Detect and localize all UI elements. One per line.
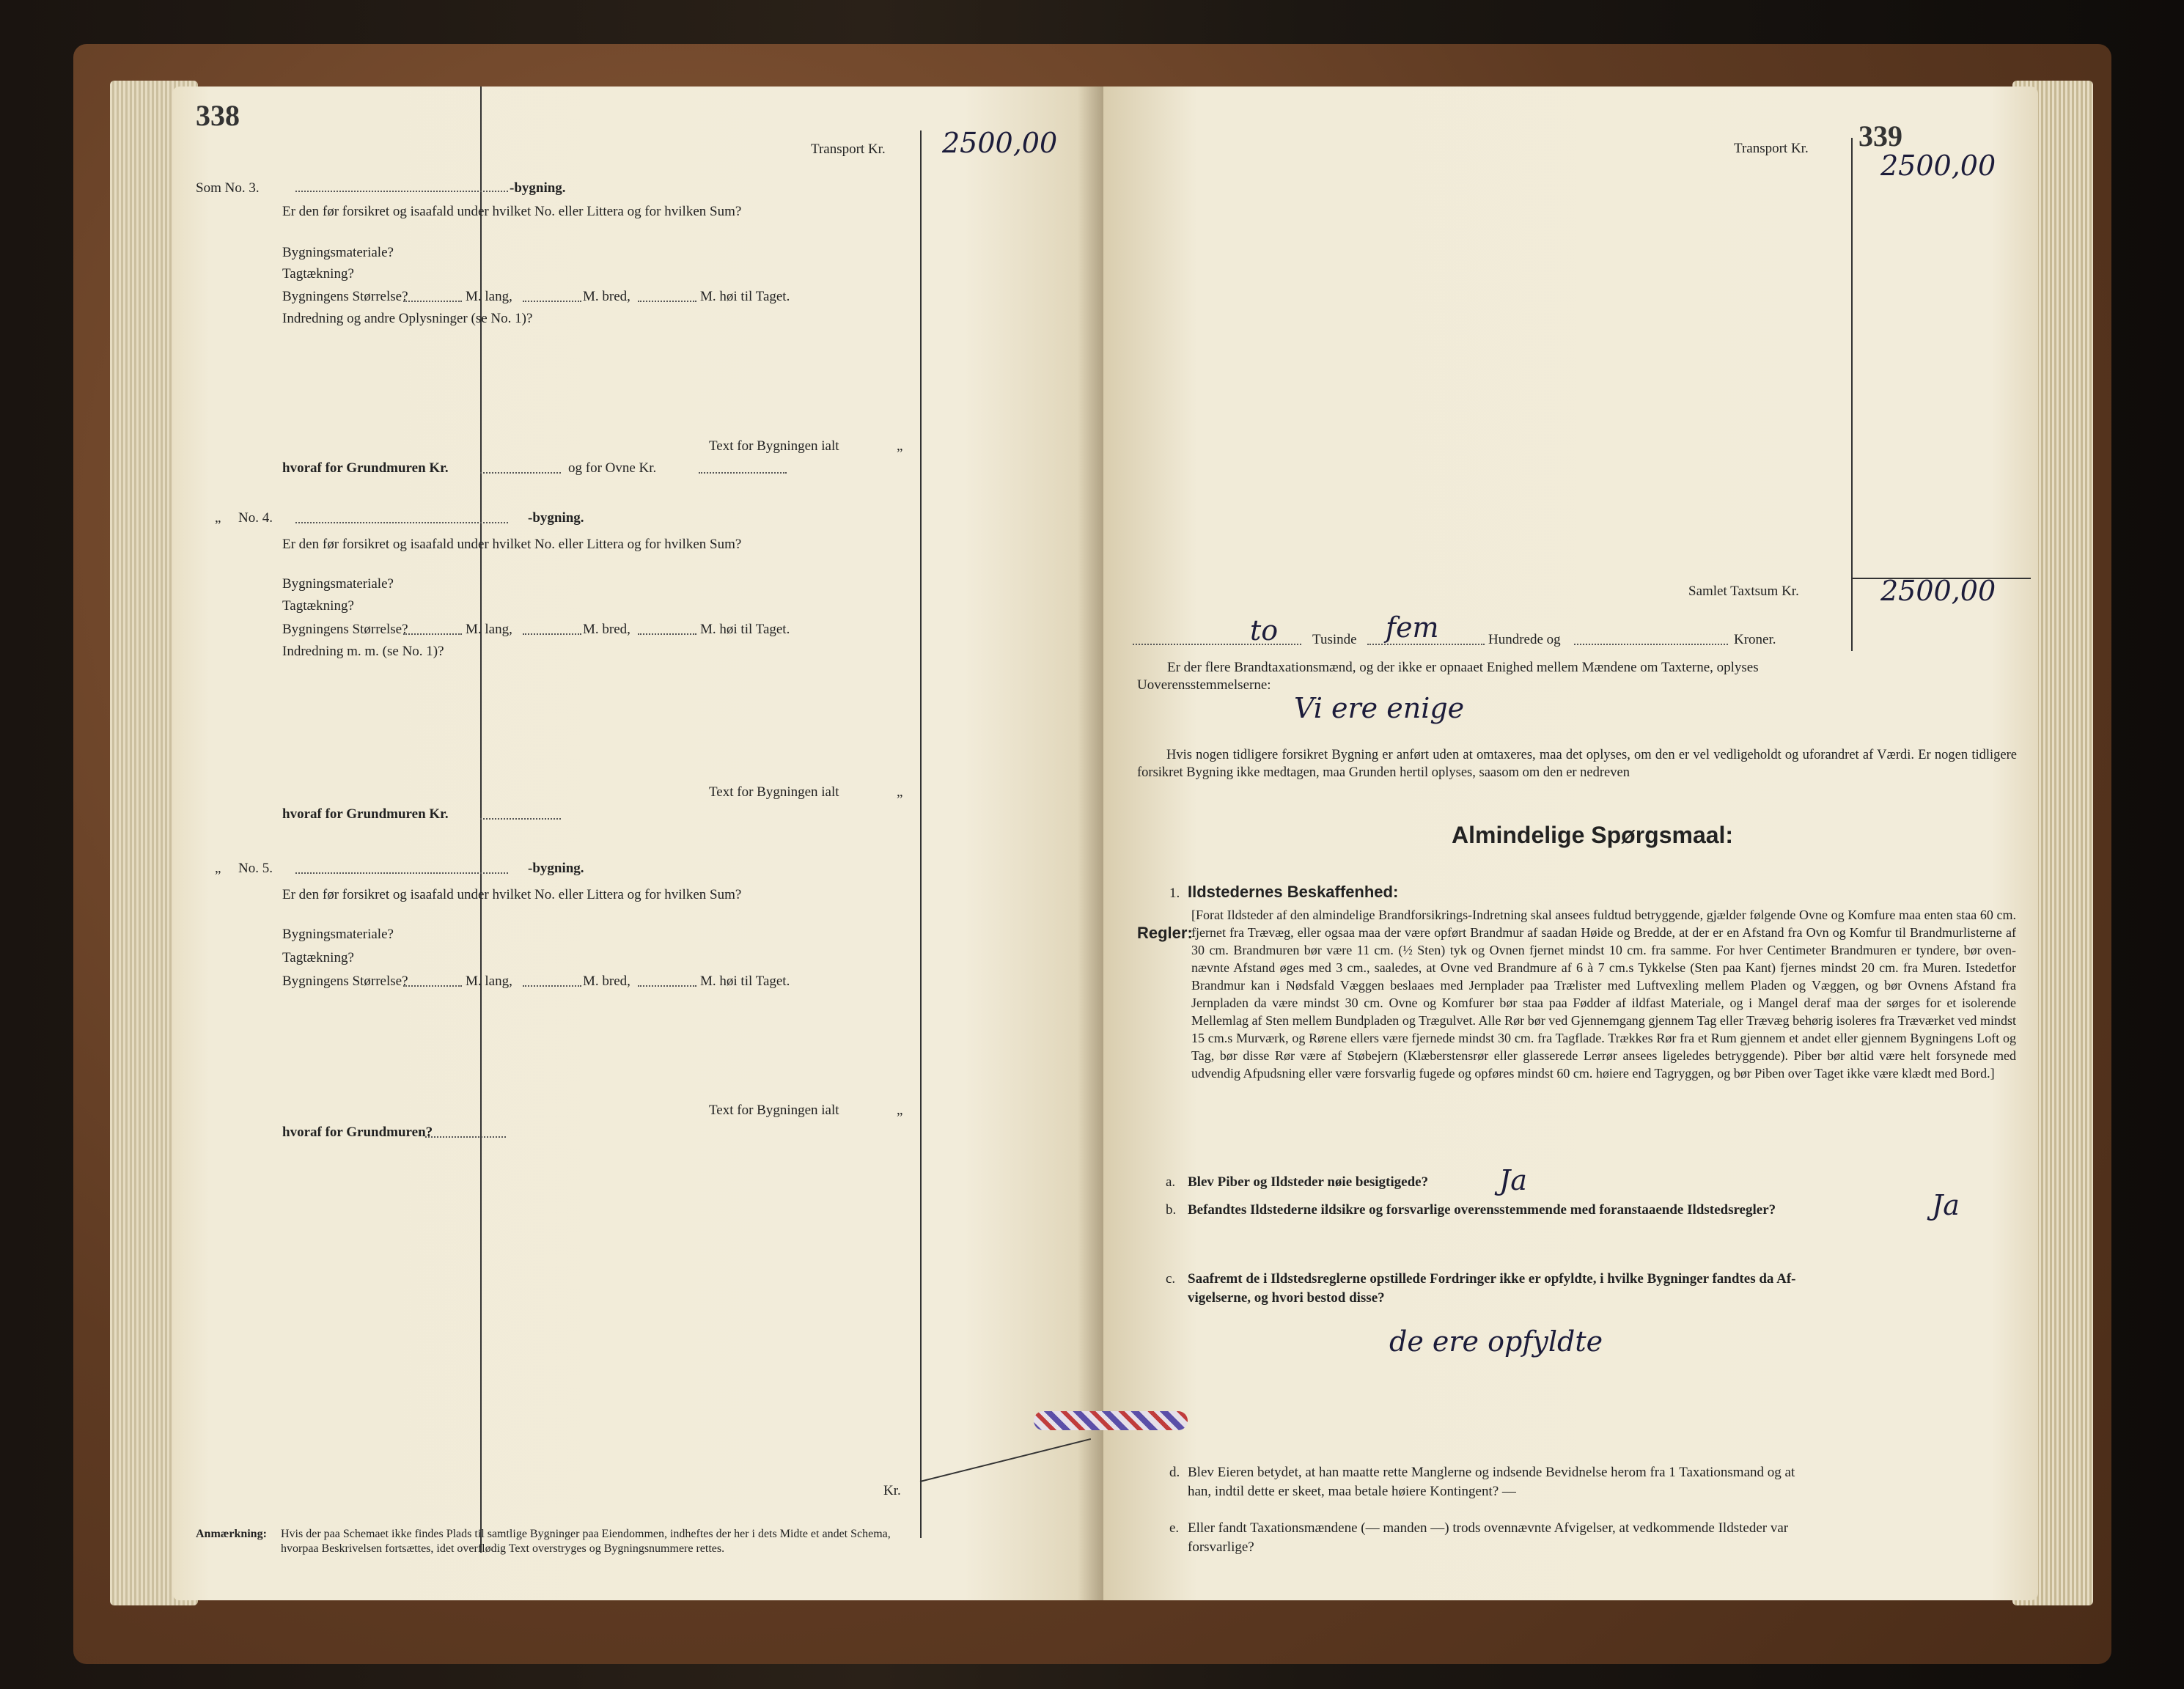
size-question: Bygningens Størrelse? [282,974,408,989]
height-field[interactable] [638,633,696,635]
length-field[interactable] [403,633,462,635]
transport-amount-right: 2500,00 [1880,150,1996,182]
question-d-text-1: Blev Eieren betydet, at han maatte rette Manglerne og indsende Bevidnelse herom fra 1 Taxationsmand og at [1188,1465,1795,1480]
note-line-2: hvorpaa Beskrivelsen fortsættes, idet overflødig Text overstryges og Bygningsnummere rettes. [281,1542,725,1555]
question-a-text: Blev Piber og Ildsteder nøie besigtigede? [1188,1174,1429,1190]
hundreds-field[interactable] [1367,644,1485,645]
interior-question: Indredning og andre Oplysninger (se No. 1)? [282,311,533,326]
roof-question: Tagtækning? [282,266,354,282]
question-e-letter: e. [1169,1520,1180,1536]
question-c-answer: de ere opfyldte [1389,1325,1603,1358]
foundation-label: hvoraf for Grundmuren? [282,1125,433,1140]
width-label: M. bred, [583,289,630,304]
insured-question: Er den før forsikret og isaafald under hvilket No. eller Littera og for hvilken Sum? [282,887,742,902]
question-a-answer: Ja [1499,1164,1527,1196]
hundreds-label: Hundrede og [1488,632,1561,647]
regler-label: Regler: [1137,924,1193,942]
question-d-text-2: han, indtil dette er skeet, maa betale høiere Kontingent? — [1188,1484,1516,1499]
text-total-label: Text for Bygningen ialt [709,438,839,454]
question-e-text-1: Eller fandt Taxationsmændene (— manden —) trods ovennævnte Afvigelser, at vedkommende Ildsteder var [1188,1520,1789,1536]
question-b-letter: b. [1166,1202,1177,1218]
thousands-label: Tusinde [1312,632,1357,647]
question-1-title: Ildstedernes Beskaffenhed: [1188,883,1399,901]
foundation-label: hvoraf for Grundmuren Kr. [282,460,449,476]
ditto-mark: „ [215,861,221,876]
transport-amount-left: 2500,00 [942,127,1058,159]
binding-thread [1034,1411,1188,1430]
ditto-mark: „ [897,1103,903,1118]
page-number-right: 339 [1858,119,1902,152]
section-label: No. 5. [238,861,273,876]
insured-question: Er den før forsikret og isaafald under hvilket No. eller Littera og for hvilken Sum? [282,537,742,552]
building-suffix: -bygning. [528,861,584,876]
fire-rules-paragraph: [Forat Ildsteder af den almindelige Brandforsikrings-Indretning skal ansees fuldtud betryggende, gjælder følgende Ovne og Komfure maa enten staa 60 cm. fjernet fra Trævæg, eller ogsaa maa der være opført Brandmur af saadan Høide og Bredde, at der er en Afstand fra Ovn og Komfur til Brandmurlisterne af 30 cm. Brandmuren bør være 11 cm. (½ Sten) tyk og Ovnen fjernet mindst 10 cm. fra samme. For hver Centimeter Brandmuren er tyndere, bør oven-nævnte Afstand øges med 3 cm., saaledes, at Ovne ved Brandmure af 6 à 7 cm.s Tykkelse (Sten paa Kant) fjernes mindst 20 cm. fra Muren. Istedetfor Brandmur kan i Nødsfald Væggen beslaaes med Jernplader paa Trælister med Luftvexling mellem Pladen og Væggen, og bør Ovnens Afstand fra Jernpladen da være mindst 30 cm. Ovne og Komfurer bør staa paa Fødder af ildfast Materiale, og i Mangel deraf maa der sørges for et isolerende Mellemlag af Sten mellem Bundpladen og Trægulvet. Alle Rør bør ved Gjennemgang gjennem Tag eller Trævæg behørig isoleres fra Træværket ved mindst 15 cm.s Murværk, og Rørene ellers være fjernede mindst 30 cm. fra Tagflade. Trækkes Rør fra et Rum gjennem et andet eller gjennem Bygningens Loft og Tag, bør disse Rør være af Støbejern (Klæberstensrør eller glasserede Lerrør ansees ligeledes betryggende). Piber bør altid være helt forsynede med udvendig Afpudsning eller være forsvarlig fugede og opføres mindst 60 cm. høiere end Tagryggen, og bør Piben over Taget ikke være klædt med Bord.] [1191,908,2016,1081]
ditto-mark: „ [215,510,221,526]
note-line-1: Hvis der paa Schemaet ikke findes Plads til samtlige Bygninger paa Eiendommen, indheftes der her i dets Midte et andet Schema, [281,1528,891,1540]
roof-question: Tagtækning? [282,598,354,614]
foundation-field[interactable] [425,1136,506,1138]
transport-label-left: Transport Kr. [811,141,886,157]
material-question: Bygningsmateriale? [282,927,394,942]
foundation-field[interactable] [480,472,561,474]
height-field[interactable] [638,985,696,987]
thousands-handwritten: to [1250,614,1279,647]
question-d-letter: d. [1169,1465,1180,1480]
length-label: M. lang, [466,622,512,637]
question-1-number: 1. [1169,886,1180,901]
question-c-text-1: Saafremt de i Ildstedsreglerne opstillede Fordringer ikke er opfyldte, i hvilke Bygninger fandtes da Af- [1188,1271,1796,1287]
question-c-text-2: vigelserne, og hvori bestod disse? [1188,1290,1385,1306]
height-field[interactable] [638,301,696,302]
building-name-line[interactable] [295,522,508,523]
insured-question: Er den før forsikret og isaafald under hvilket No. eller Littera og for hvilken Sum? [282,204,742,219]
question-e-text-2: forsvarlige? [1188,1539,1254,1555]
section-label: No. 4. [238,510,273,526]
ditto-mark: „ [897,438,903,454]
size-question: Bygningens Størrelse? [282,622,408,637]
interior-question: Indredning m. m. (se No. 1)? [282,644,444,659]
right-page [1103,87,2038,1600]
size-question: Bygningens Størrelse? [282,289,408,304]
note-label: Anmærkning: [196,1528,267,1540]
length-field[interactable] [403,985,462,987]
kroner-field[interactable] [1574,644,1728,645]
general-questions-heading: Almindelige Spørgsmaal: [1452,822,1734,848]
roof-question: Tagtækning? [282,950,354,965]
width-field[interactable] [523,301,581,302]
width-field[interactable] [523,633,581,635]
total-label: Samlet Taxtsum Kr. [1688,584,1799,599]
width-label: M. bred, [583,622,630,637]
material-question: Bygningsmateriale? [282,245,394,260]
right-amount-rule [1851,138,1853,651]
question-c-letter: c. [1166,1271,1176,1287]
amount-column-rule [480,87,482,1553]
prior-building-paragraph: Hvis nogen tidligere forsikret Bygning er anført uden at omtaxeres, maa det oplyses, om den er vel vedligeholdt og uforandret af Værdi. Er nogen tidligere forsikret Bygning ikke medtagen, maa Grunden hertil oplyses, saasom om den er nedreven [1137,748,2017,780]
length-label: M. lang, [466,974,512,989]
text-total-label: Text for Bygningen ialt [709,1103,839,1118]
left-page [172,87,1103,1600]
height-label: M. høi til Taget. [700,622,790,637]
disagreement-question: Er der flere Brandtaxationsmænd, og der ikke er opnaaet Enighed mellem Mændene om Taxterne, oplyses [1167,660,1759,675]
foundation-field[interactable] [480,818,561,820]
kroner-label: Kroner. [1734,632,1776,647]
building-name-line[interactable] [295,872,508,874]
width-label: M. bred, [583,974,630,989]
agreement-handwritten: Vi ere enige [1294,692,1465,724]
material-question: Bygningsmateriale? [282,576,394,592]
height-label: M. høi til Taget. [700,289,790,304]
hundreds-handwritten: fem [1386,611,1439,644]
ovens-field[interactable] [699,472,787,474]
transport-label-right: Transport Kr. [1734,141,1809,156]
length-field[interactable] [403,301,462,302]
width-field[interactable] [523,985,581,987]
foundation-label: hvoraf for Grundmuren Kr. [282,806,449,822]
length-label: M. lang, [466,289,512,304]
total-underline [920,1438,1091,1482]
ovens-label: og for Ovne Kr. [568,460,657,476]
height-label: M. høi til Taget. [700,974,790,989]
ditto-mark: „ [897,784,903,800]
page-number-left: 338 [196,99,240,132]
disagreement-label: Uoverensstemmelserne: [1137,677,1271,693]
question-b-text: Befandtes Ildstederne ildsikre og forsvarlige overensstemmende med foranstaaende Ildstedsregler? [1188,1202,1776,1218]
left-amount-rule [920,130,922,1538]
building-suffix: -bygning. [510,180,566,196]
section-label: Som No. 3. [196,180,260,196]
kr-label: Kr. [883,1483,901,1498]
question-b-answer: Ja [1932,1189,1960,1221]
building-suffix: -bygning. [528,510,584,526]
total-amount: 2500,00 [1880,575,1996,607]
text-total-label: Text for Bygningen ialt [709,784,839,800]
question-a-letter: a. [1166,1174,1176,1190]
building-name-line[interactable] [295,191,508,192]
